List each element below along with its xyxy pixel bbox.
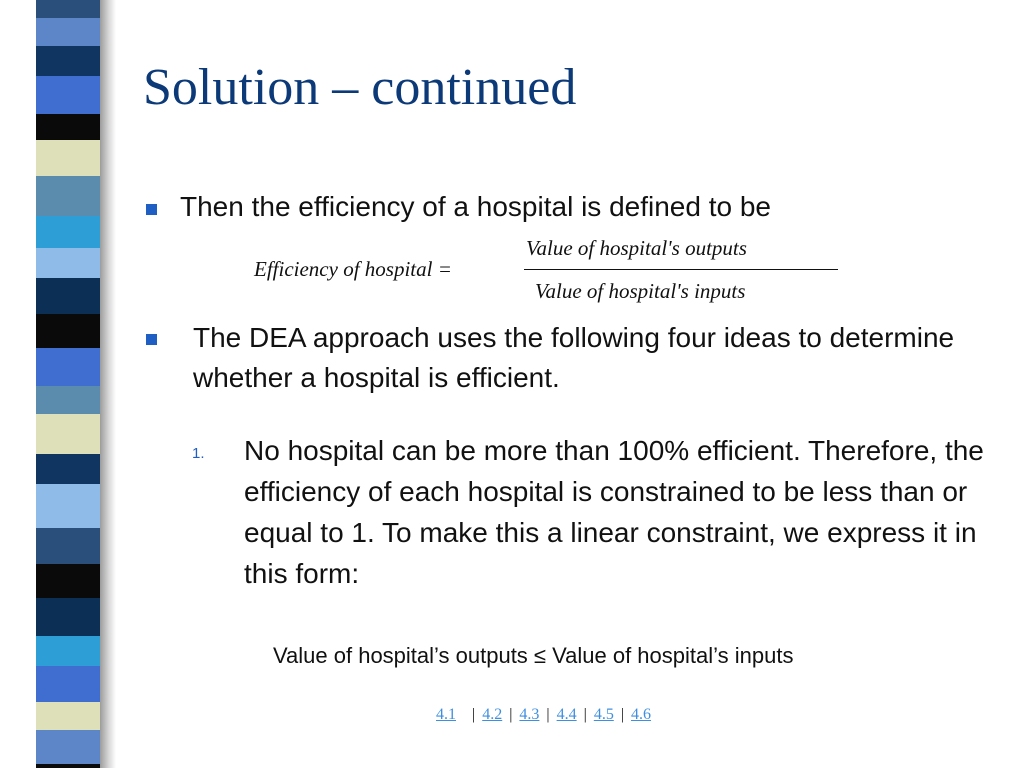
nav-link[interactable]: 4.6 <box>631 706 652 723</box>
stripe-segment <box>36 76 100 114</box>
decorative-stripe-column <box>36 0 100 768</box>
stripe-segment <box>36 386 100 414</box>
nav-separator: | <box>620 706 625 723</box>
stripe-segment <box>36 18 100 46</box>
stripe-segment <box>36 140 100 176</box>
stripe-segment <box>36 414 100 454</box>
nav-separator: | <box>509 706 513 723</box>
bullet-text: Then the efficiency of a hospital is defined to be <box>180 191 771 222</box>
list-number: 1. <box>192 445 205 462</box>
bullet-text: The DEA approach uses the following four ideas to determine whether a hospital is efficient. <box>193 322 955 393</box>
formula-numerator: Value of hospital's outputs <box>526 236 747 260</box>
stripe-segment <box>36 528 100 564</box>
nav-link[interactable]: 4.5 <box>593 706 614 723</box>
stripe-segment <box>36 348 100 386</box>
stripe-segment <box>36 598 100 636</box>
efficiency-formula <box>254 232 854 306</box>
nav-link[interactable]: 4.3 <box>519 706 540 723</box>
stripe-segment <box>36 314 100 348</box>
nav-separator: | <box>583 706 587 723</box>
stripe-segment <box>36 278 100 314</box>
nav-link[interactable]: 4.4 <box>556 706 577 723</box>
stripe-segment <box>36 702 100 730</box>
stripe-segment <box>36 666 100 702</box>
stripe-segment <box>36 564 100 598</box>
stripe-segment <box>36 454 100 484</box>
slide-nav <box>436 706 651 724</box>
stripe-segment <box>36 730 100 764</box>
stripe-segment <box>36 114 100 140</box>
bullet-square-icon <box>146 204 157 215</box>
formula-denominator: Value of hospital's inputs <box>535 279 746 303</box>
nav-separator: | <box>472 706 476 723</box>
slide-title: Solution – continued <box>143 59 577 116</box>
stripe-segment <box>36 484 100 528</box>
stripe-segment <box>36 176 100 216</box>
formula-lhs: Efficiency of hospital = <box>254 257 452 281</box>
nav-link[interactable]: 4.1 <box>436 706 456 723</box>
nav-separator: | <box>546 706 550 723</box>
stripe-segment <box>36 0 100 18</box>
stripe-segment <box>36 216 100 248</box>
nav-link[interactable]: 4.2 <box>482 706 503 723</box>
bullet-square-icon <box>146 334 157 345</box>
stripe-shadow <box>98 0 116 768</box>
stripe-segment <box>36 764 100 768</box>
constraint-text: Value of hospital’s outputs ≤ Value of hospital’s inputs <box>273 643 794 668</box>
stripe-segment <box>36 636 100 666</box>
list-item-text: No hospital can be more than 100% efficient. Therefore, the efficiency of each hospital is constrained to be less than or equal to 1. To make this a linear constraint, we express it in this form: <box>244 435 984 589</box>
stripe-segment <box>36 248 100 278</box>
fraction-bar <box>524 269 838 270</box>
stripe-segment <box>36 46 100 76</box>
